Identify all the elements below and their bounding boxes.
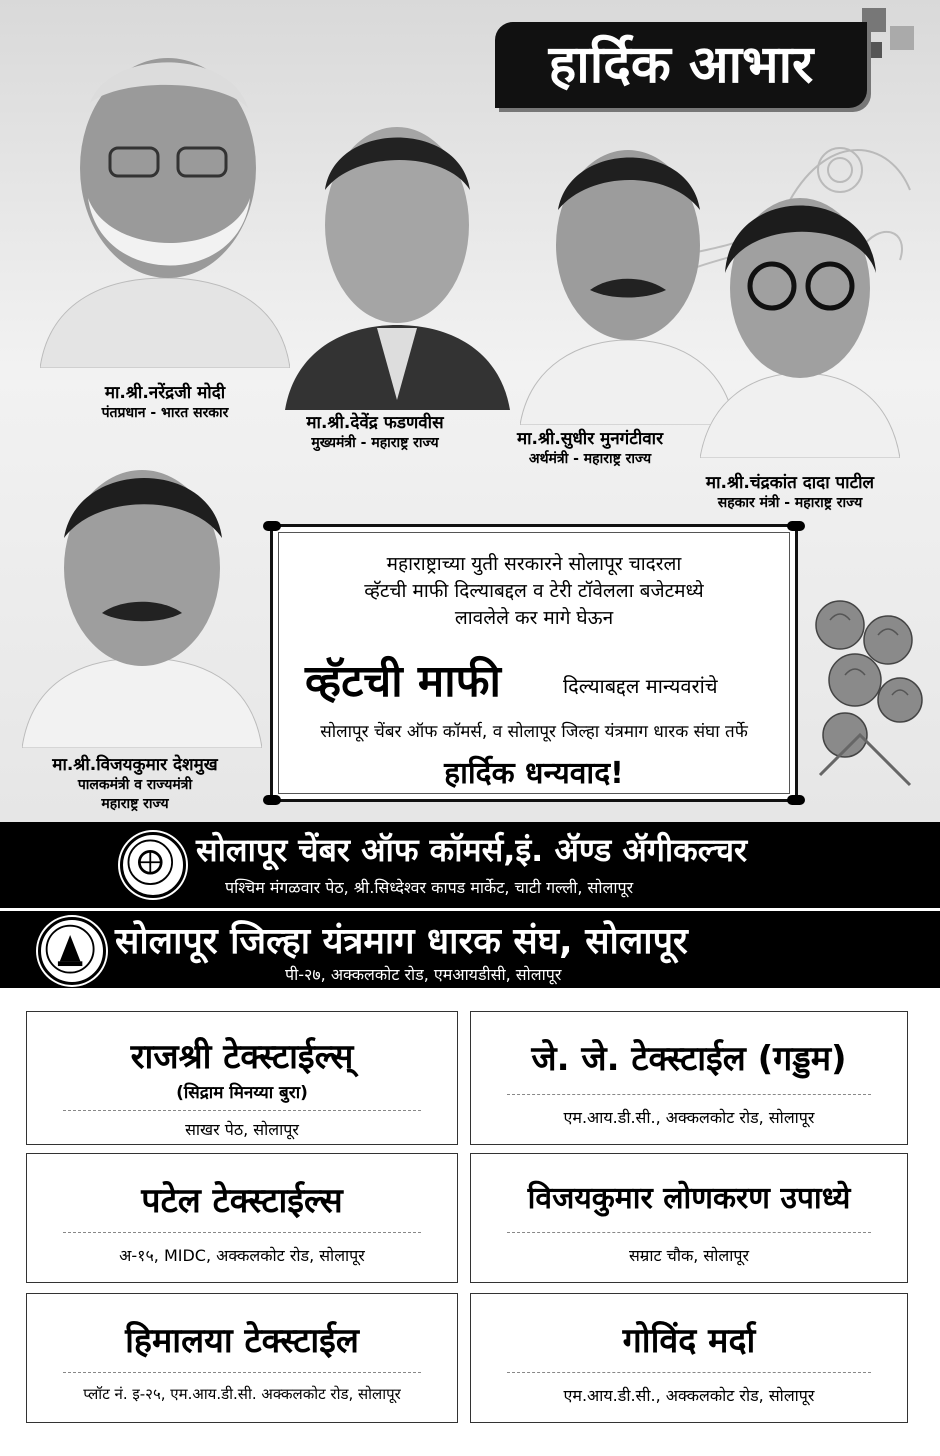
leader-caption-patil (670, 470, 910, 512)
sponsor-name: हिमालया टेक्स्टाईल (125, 1321, 359, 1361)
leader-role: अर्थमंत्री - महाराष्ट्र राज्य (528, 451, 652, 467)
leader-role: पालकमंत्री व राज्यमंत्री (77, 777, 193, 793)
org-title: सोलापूर चेंबर ऑफ कॉमर्स,इं. ॲण्ड ॲगीकल्चर (196, 831, 748, 869)
sponsor-address: एम.आय.डी.सी., अक्कलकोट रोड, सोलापूर (563, 1386, 815, 1405)
org-band-chamber (0, 822, 940, 908)
sponsor-name: राजश्री टेक्स्टाईल्स् (130, 1037, 354, 1077)
dashed-divider (507, 1372, 871, 1373)
org-address: पश्चिम मंगळवार पेठ, श्री.सिध्देश्वर कापड मार्केट, चाटी गल्ली, सोलापूर (225, 878, 634, 897)
leader-role: पंतप्रधान - भारत सरकार (101, 405, 229, 421)
corner-dot (787, 521, 805, 531)
corner-dot (263, 521, 281, 531)
message-line: व्हॅटची माफी दिल्याबद्दल व टेरी टॉवेलला बजेटमध्ये (364, 580, 704, 602)
powerloom-association-logo (38, 917, 106, 985)
dashed-divider (63, 1232, 421, 1233)
sponsor-box (26, 1153, 458, 1283)
sponsor-subtitle: (सिद्राम मिनय्या बुरा) (176, 1083, 308, 1103)
leader-caption-deshmukh (15, 752, 255, 813)
sponsor-box (470, 1153, 908, 1283)
sponsor-address: सम्राट चौक, सोलापूर (628, 1246, 750, 1265)
message-line: महाराष्ट्राच्या युती सरकारने सोलापूर चादरला (386, 553, 682, 575)
sponsor-name: गोविंद मर्दा (622, 1321, 756, 1361)
corner-dot (263, 795, 281, 805)
leader-name: मा.श्री.चंद्रकांत दादा पाटील (705, 473, 875, 493)
leader-caption-fadnavis (270, 410, 480, 452)
leader-caption-mungantiwar (480, 426, 700, 468)
portrait-modi (40, 28, 290, 368)
org-title: सोलापूर जिल्हा यंत्रमाग धारक संघ, सोलापूर (115, 921, 688, 962)
thanks-heading: हार्दिक धन्यवाद! (444, 756, 624, 791)
corner-square-decoration (890, 26, 914, 50)
dashed-divider (507, 1232, 871, 1233)
dashed-divider (63, 1372, 421, 1373)
sponsor-box (470, 1011, 908, 1145)
dashed-divider (507, 1094, 871, 1095)
leader-name: मा.श्री.देवेंद्र फडणवीस (306, 413, 444, 433)
sponsor-address: एम.आय.डी.सी., अक्कलकोट रोड, सोलापूर (563, 1108, 815, 1127)
sponsor-name: जे. जे. टेक्स्टाईल (गड्डम) (531, 1039, 847, 1079)
portrait-deshmukh (22, 448, 262, 748)
message-line: लावलेले कर मागे घेऊन (454, 607, 614, 629)
message-intro (273, 551, 795, 632)
portrait-patil (700, 178, 900, 458)
leader-name: मा.श्री.विजयकुमार देशमुख (52, 755, 218, 775)
sponsor-box (26, 1293, 458, 1423)
sponsor-address: अ-१५, MIDC, अक्कलकोट रोड, सोलापूर (119, 1246, 365, 1265)
page-title: हार्दिक आभार (495, 22, 867, 108)
thanks-message-box (270, 524, 798, 802)
org-band-powerloom (0, 908, 940, 988)
leader-caption-modi (60, 380, 270, 422)
leader-role-line2: महाराष्ट्र राज्य (101, 796, 169, 812)
rose-bouquet-image (800, 585, 930, 795)
leader-role: मुख्यमंत्री - महाराष्ट्र राज्य (311, 435, 439, 451)
sponsor-name: पटेल टेक्स्टाईल्स (141, 1181, 343, 1221)
org-address: पी-२७, अक्कलकोट रोड, एमआयडीसी, सोलापूर (285, 965, 562, 984)
leader-name: मा.श्री.सुधीर मुनगंटीवार (516, 429, 664, 449)
portrait-fadnavis (285, 100, 510, 410)
sponsor-box (26, 1011, 458, 1145)
dashed-divider (63, 1110, 421, 1111)
chamber-logo (120, 832, 186, 898)
corner-square-decoration (866, 42, 882, 58)
sponsor-address: प्लॉट नं. इ-२५, एम.आय.डी.सी. अक्कलकोट रोड, सोलापूर (83, 1385, 401, 1403)
corner-dot (787, 795, 805, 805)
sponsor-address: साखर पेठ, सोलापूर (185, 1120, 299, 1139)
sponsor-box (470, 1293, 908, 1423)
message-line: दिल्याबद्दल मान्यवरांचे (563, 674, 718, 698)
vat-waiver-highlight: व्हॅटची माफी (305, 656, 501, 707)
leader-name: मा.श्री.नरेंद्रजी मोदी (104, 383, 226, 403)
message-line: सोलापूर चेंबर ऑफ कॉमर्स, व सोलापूर जिल्हा यंत्रमाग धारक संघा तर्फे (320, 722, 748, 742)
sponsor-name: विजयकुमार लोणकरण उपाध्ये (527, 1181, 851, 1216)
leader-role: सहकार मंत्री - महाराष्ट्र राज्य (717, 495, 863, 511)
